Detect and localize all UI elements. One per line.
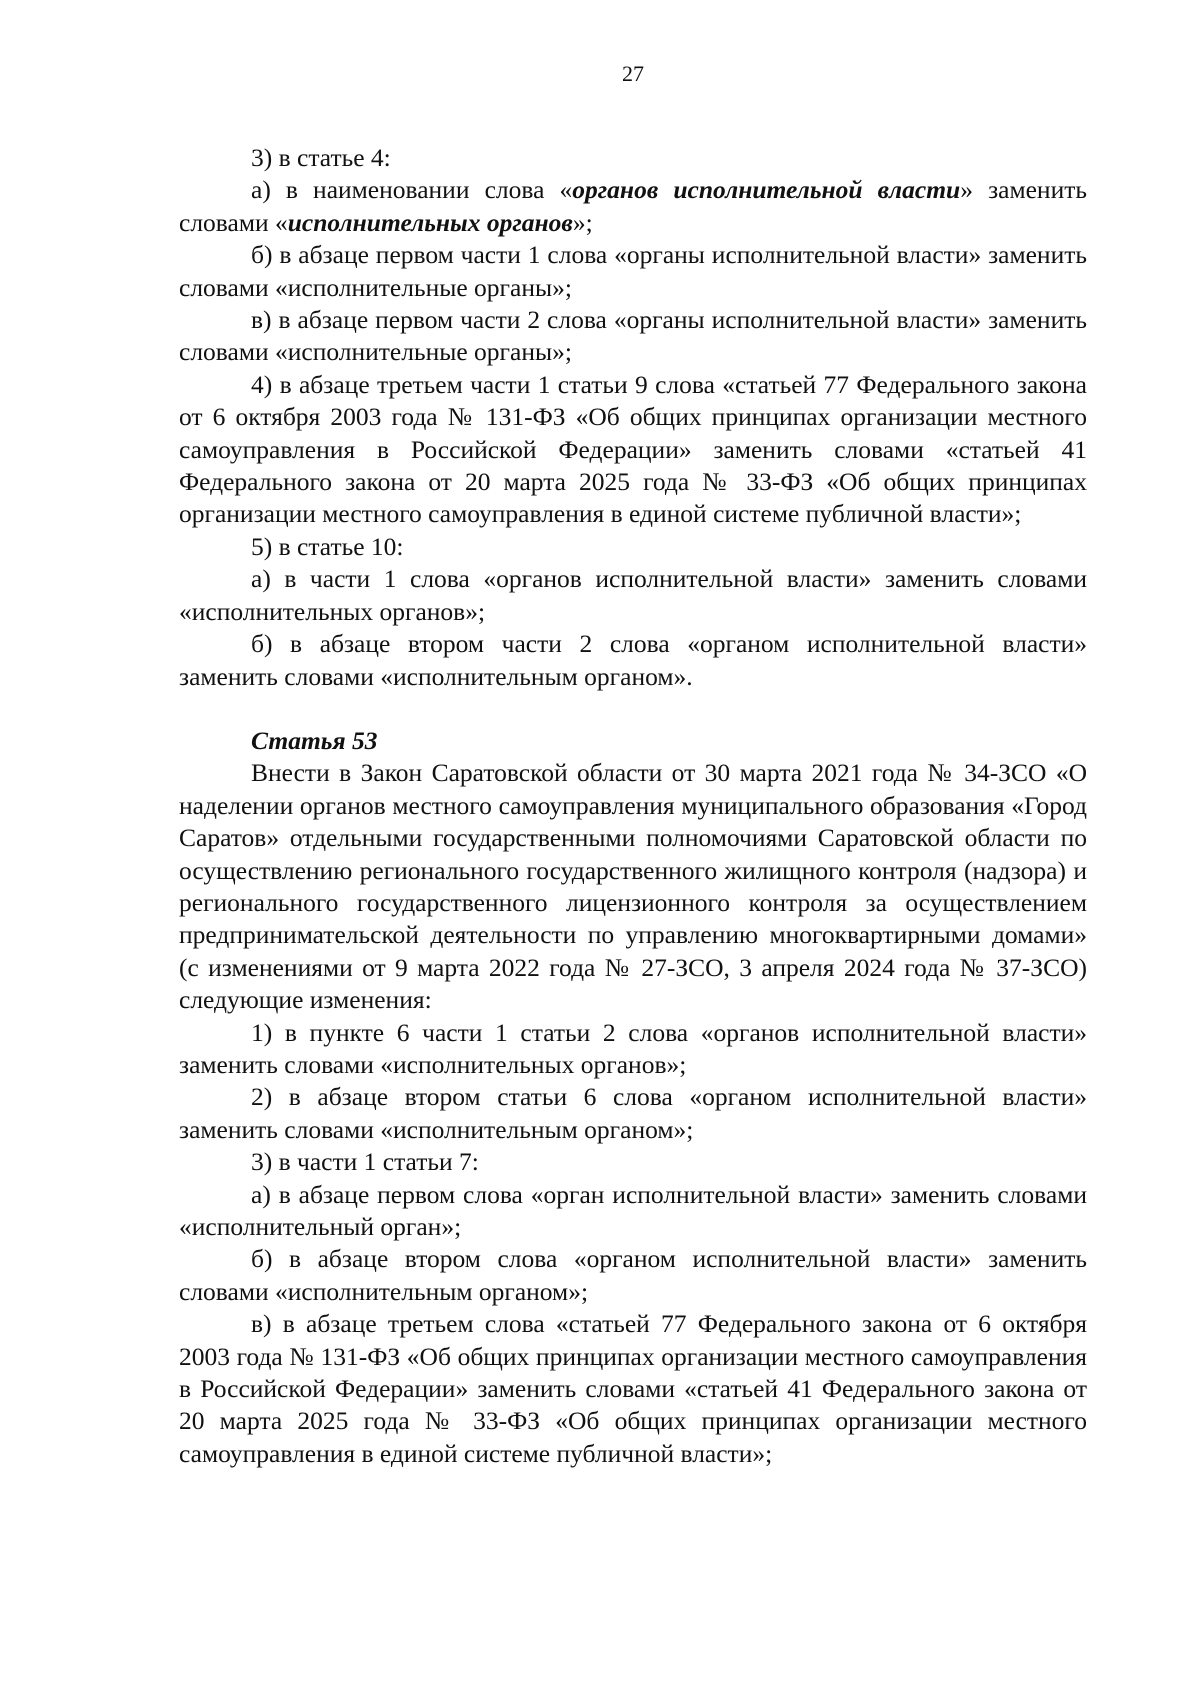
emphasized-phrase: исполнительных органов [287, 207, 573, 237]
paragraph: 3) в части 1 статьи 7: [251, 1147, 479, 1177]
paragraph: 2) в абзаце втором статьи 6 слова «органом исполнительной власти» заменить словами «исполнительным органом»; [179, 1082, 1087, 1144]
paragraph: в) в абзаце третьем слова «статьей 77 Федерального закона от 6 октября 2003 года № 131-ФЗ «Об общих принципах организации местного самоуправления в Российской Федерации» заменить словами «статьей 41 Федерального закона от 20 марта 2025 года № 33-ФЗ «Об общих принципах организации местного самоуправления в единой системе публичной власти»; [179, 1309, 1087, 1468]
paragraph-emphasis [179, 174, 1087, 239]
document-body [179, 142, 1087, 1470]
article-heading: Статья 53 [251, 725, 378, 755]
paragraph: 4) в абзаце третьем части 1 статьи 9 слова «статьей 77 Федерального закона от 6 октября 2003 года № 131-ФЗ «Об общих принципах организации местного самоуправления в Российской Федерации» заменить словами «статьей 41 Федерального закона от 20 марта 2025 года № 33-ФЗ «Об общих принципах организации местного самоуправления в единой системе публичной власти»; [179, 369, 1087, 529]
text-run: »; [572, 207, 593, 237]
paragraph: 1) в пункте 6 части 1 статьи 2 слова «органов исполнительной власти» заменить словами «исполнительных органов»; [179, 1017, 1087, 1079]
paragraph: в) в абзаце первом части 2 слова «органы исполнительной власти» заменить словами «исполнительные органы»; [179, 305, 1087, 367]
paragraph: 3) в статье 4: [251, 143, 391, 172]
page-number: 27 [622, 61, 644, 86]
paragraph: б) в абзаце втором слова «органом исполнительной власти» заменить словами «исполнительным органом»; [179, 1244, 1087, 1306]
emphasized-phrase: органов исполнительной власти [572, 175, 961, 205]
paragraph: а) в абзаце первом слова «орган исполнительной власти» заменить словами «исполнительный орган»; [179, 1179, 1087, 1241]
text-run: а) в наименовании слова « [251, 175, 573, 205]
paragraph: а) в части 1 слова «органов исполнительной власти» заменить словами «исполнительных органов»; [179, 564, 1087, 626]
text-run: » заменить словами « [179, 175, 1087, 237]
paragraph: 5) в статье 10: [251, 531, 404, 561]
paragraph: Внести в Закон Саратовской области от 30 марта 2021 года № 34-ЗСО «О наделении органов местного самоуправления муниципального образования «Город Саратов» отдельными государственными полномочиями Саратовской области по осуществлению регионального государственного жилищного контроля (надзора) и регионального государственного лицензионного контроля за осуществлением предпринимательской деятельности по управлению многоквартирными домами» (с изменениями от 9 марта 2022 года № 27-ЗСО, 3 апреля 2024 года № 37-ЗСО) следующие изменения: [179, 758, 1087, 1015]
paragraph: б) в абзаце втором части 2 слова «органом исполнительной власти» заменить словами «исполнительным органом». [179, 629, 1087, 691]
paragraph: б) в абзаце первом части 1 слова «органы исполнительной власти» заменить словами «исполнительные органы»; [179, 240, 1087, 302]
